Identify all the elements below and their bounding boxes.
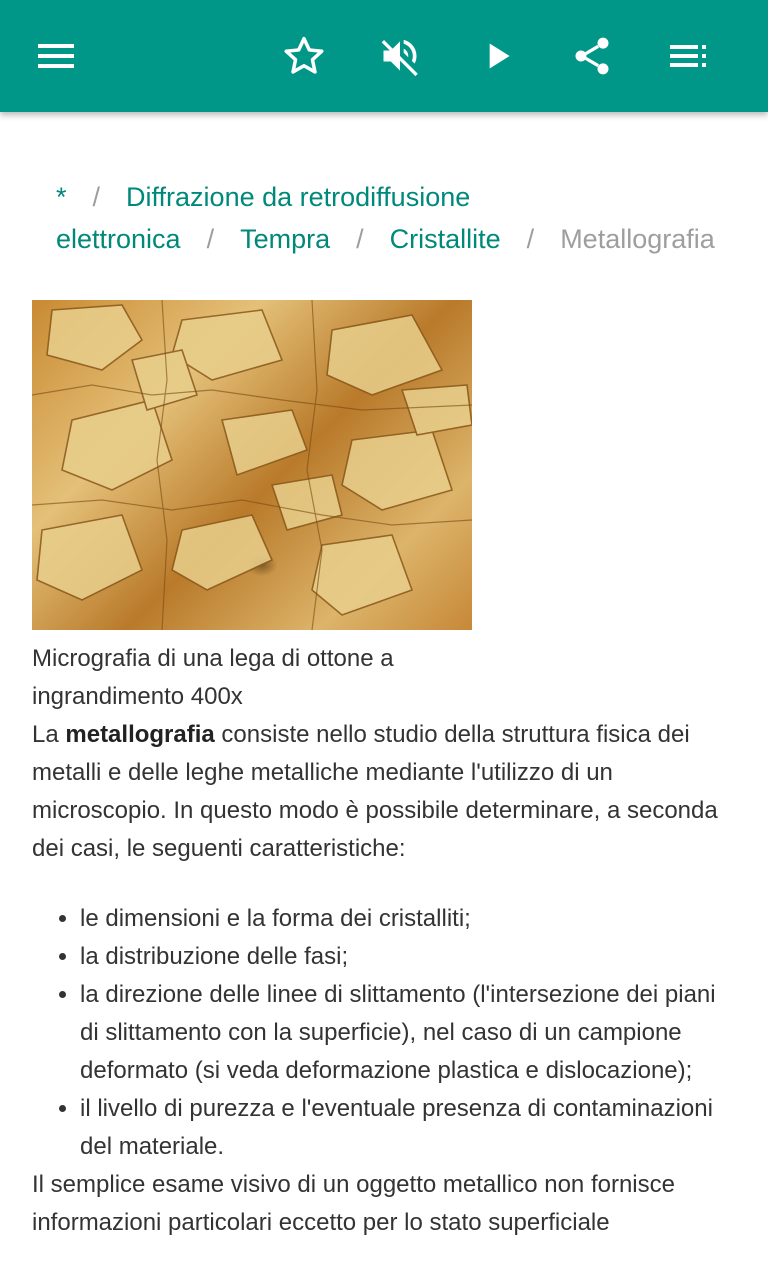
favorite-button[interactable] xyxy=(276,28,332,84)
characteristics-list xyxy=(32,900,738,1166)
breadcrumb-current: Metallografia xyxy=(560,224,715,254)
breadcrumb-separator: / xyxy=(526,224,535,254)
share-icon xyxy=(570,34,614,78)
brass-grain-texture xyxy=(32,300,472,630)
star-outline-icon xyxy=(282,34,326,78)
play-button[interactable] xyxy=(470,28,526,84)
menu-button[interactable] xyxy=(28,28,84,84)
micrograph-image[interactable] xyxy=(32,300,472,630)
breadcrumb-link-diffrazione[interactable]: Diffrazione da retrodiffusione elettronica xyxy=(56,182,471,254)
menu-icon xyxy=(36,36,76,76)
breadcrumb-link-tempra[interactable]: Tempra xyxy=(240,224,331,254)
play-icon xyxy=(478,36,518,76)
breadcrumb-link-cristallite[interactable]: Cristallite xyxy=(389,224,501,254)
playlist-button[interactable] xyxy=(660,28,716,84)
share-button[interactable] xyxy=(564,28,620,84)
intro-text-end: consiste nello studio della struttura fisica dei metalli e delle leghe metalliche mediante l'utilizzo di un microscopio. In questo modo è possibile determinare, a seconda dei casi, le seguenti caratteristiche: xyxy=(32,721,718,862)
breadcrumb-separator: / xyxy=(206,224,215,254)
list-item: • la distribuzione delle fasi; xyxy=(80,938,738,976)
list-item: • il livello di purezza e l'eventuale presenza di contaminazioni del materiale. xyxy=(80,1090,738,1166)
mute-button[interactable] xyxy=(372,28,428,84)
intro-term: metallografia xyxy=(65,721,215,748)
breadcrumb-separator: / xyxy=(92,182,101,212)
page-content xyxy=(0,112,768,1280)
figure-caption: Micrografia di una lega di ottone a ingrandimento 400x xyxy=(32,645,394,710)
breadcrumb-link-home[interactable]: * xyxy=(56,182,67,212)
breadcrumb-separator: / xyxy=(356,224,364,254)
outro-paragraph: Il semplice esame visivo di un oggetto metallico non fornisce informazioni particolari eccetto per lo stato superficiale xyxy=(32,1171,675,1236)
list-item: • la direzione delle linee di slittamento (l'intersezione dei piani di slittamento con la superficie), nel caso di un campione deformato (si veda deformazione plastica e dislocazione); xyxy=(80,976,738,1090)
app-toolbar xyxy=(0,0,768,112)
volume-off-icon xyxy=(378,34,422,78)
intro-paragraph xyxy=(32,716,738,868)
intro-text-start: La xyxy=(32,721,66,748)
playlist-icon xyxy=(668,36,708,76)
breadcrumb xyxy=(56,176,736,260)
list-item: • le dimensioni e la forma dei cristalliti; xyxy=(80,900,738,938)
article-body xyxy=(32,640,738,1242)
